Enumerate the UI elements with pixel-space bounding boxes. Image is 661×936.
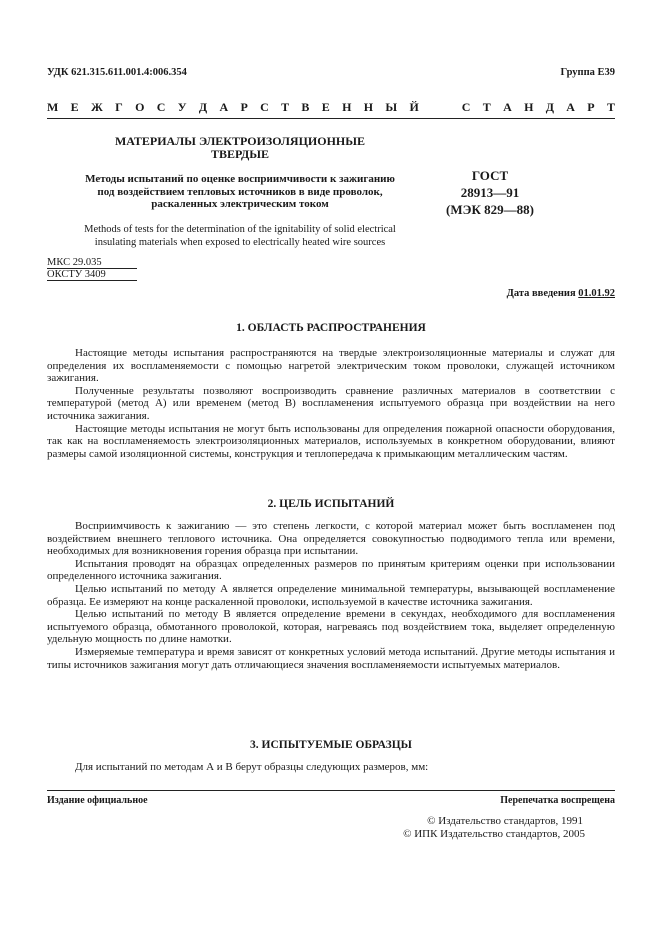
section-3-body: [47, 761, 615, 774]
paragraph: Целью испытаний по методу А является определение минимальной температуры, вызывающей воспламенение образца. Ее измеряют на конце раскаленной проволоки, используемой в качестве источника зажигания.: [47, 582, 615, 608]
banner-letter: [431, 100, 434, 115]
udk-code: УДК 621.315.611.001.4:006.354: [47, 67, 187, 78]
reprint-prohibited-label: Перепечатка воспрещена: [500, 795, 615, 806]
banner-letter: А: [503, 100, 512, 114]
banner-letter: Ж: [90, 100, 103, 114]
title-english: Methods of tests for the determination of the ignitability of solid electrical insulating materials when exposed to electrically heated wire sources: [84, 223, 396, 248]
banner-letter: Й: [409, 100, 419, 114]
banner-letter: Д: [545, 100, 554, 114]
copyright-2005: © ИПК Издательство стандартов, 2005: [403, 828, 585, 840]
section-3-title: 3. ИСПЫТУЕМЫЕ ОБРАЗЦЫ: [250, 739, 412, 751]
paragraph: Восприимчивость к зажиганию — это степень легкости, с которой материал может быть воспламенен под воздействием внешнего теплового источника. Она определяется совокупностью подводимого тепла или времени, необходимых для возникновения горения образца при испытании.: [47, 520, 615, 558]
date-label: Дата введения: [506, 288, 576, 299]
banner-letter: С: [260, 100, 269, 114]
copyright: [403, 815, 585, 841]
banner-letter: А: [566, 100, 575, 114]
gost-number: ГОСТ 28913—91 (МЭК 829—88): [446, 168, 534, 217]
banner-letter: Ы: [385, 100, 398, 114]
title-block: [60, 135, 420, 249]
banner-letter: Н: [342, 100, 352, 114]
paragraph: Испытания проводят на образцах определенных размеров по принятым критериям оценки при использовании определенного источника зажигания.: [47, 557, 615, 583]
section-2-body: [47, 520, 615, 671]
group-code: Группа Е39: [560, 67, 615, 78]
banner-letter: С: [461, 100, 471, 114]
banner-letter: М: [47, 100, 59, 114]
copyright-1991: © Издательство стандартов, 1991: [427, 815, 584, 827]
classification-codes: [47, 257, 137, 281]
introduction-date: [507, 288, 615, 299]
paragraph: Измеряемые температура и время зависят от конкретных условий метода испытаний. Другие методы испытания и типы источников зажигания могут дать отличающиеся значения воспламеняемости испытуемых материалов.: [47, 645, 615, 671]
banner-letter: Н: [524, 100, 534, 114]
banner-letter: Е: [70, 100, 79, 114]
banner-letter: О: [135, 100, 145, 114]
banner-letter: Е: [321, 100, 330, 114]
paragraph: Настоящие методы испытания не могут быть использованы для определения пожарной опасности оборудования, так как на воспламеняемость электроизоляционных материалов, используемых в конкретном оборудовании, влияют размеры самой изоляционной системы, конструкция и теплопередача к примыкающим металлическим частям.: [47, 422, 615, 460]
banner-letter: Р: [587, 100, 595, 114]
banner-letter: Т: [606, 100, 615, 114]
banner-letter: Т: [281, 100, 290, 114]
banner-letter: Г: [115, 100, 123, 114]
okstu-code: ОКСТУ 3409: [47, 269, 137, 281]
section-1-body: [47, 347, 615, 460]
banner-letter: Н: [363, 100, 374, 114]
banner-letter: [446, 100, 449, 115]
banner-rule: [47, 118, 615, 119]
official-edition-label: Издание официальное: [47, 795, 148, 806]
paragraph: Настоящие методы испытания распространяются на твердые электроизоляционные материалы и служат для определения их воспламеняемости с помощью нагретой электрическим током проволоки, служащей источником зажигания.: [47, 347, 615, 385]
paragraph: Целью испытаний по методу В является определение времени в секундах, необходимого для воспламенения испытуемого образца, обмотанного проволокой, которая, нагреваясь под воздействием тока, выделяет определенную удельную мощность по длине намотки.: [47, 608, 615, 646]
banner-letter: Д: [198, 100, 208, 114]
banner-letter: А: [219, 100, 229, 114]
banner-letter: С: [156, 100, 166, 114]
standard-banner: [47, 100, 615, 115]
paragraph: Полученные результаты позволяют воспроизводить сравнение различных материалов в соответствии с температурой (метод А) или временем (метод В) воспламенения испытуемого образца при воздействии на него источника зажигания.: [47, 384, 615, 422]
section-1-title: 1. ОБЛАСТЬ РАСПРОСТРАНЕНИЯ: [236, 322, 426, 334]
banner-letter: У: [177, 100, 187, 114]
date-value: 01.01.92: [578, 288, 615, 299]
title-subtitle: Методы испытаний по оценке восприимчивости к зажиганию под воздействием тепловых источников в виде проволок, раскаленных электрическим током: [85, 173, 395, 210]
banner-letter: Т: [482, 100, 491, 114]
footer-rule: [47, 790, 615, 791]
title-main: МАТЕРИАЛЫ ЭЛЕКТРОИЗОЛЯЦИОННЫЕ ТВЕРДЫЕ: [114, 134, 366, 161]
section-2-title: 2. ЦЕЛЬ ИСПЫТАНИЙ: [267, 498, 395, 510]
banner-letter: Р: [240, 100, 248, 114]
mks-code: МКС 29.035: [47, 257, 137, 269]
paragraph: Для испытаний по методам А и В берут образцы следующих размеров, мм:: [75, 761, 429, 773]
banner-letter: В: [301, 100, 310, 114]
